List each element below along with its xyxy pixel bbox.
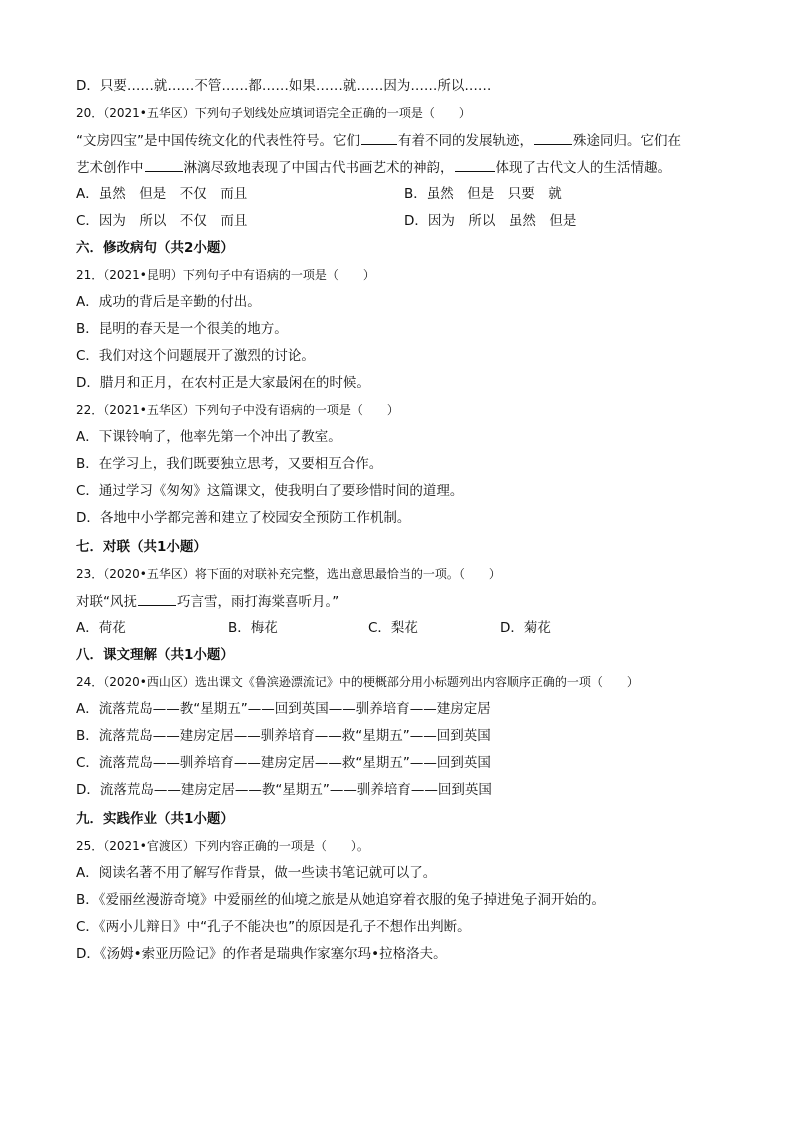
fill-blank[interactable] [455,157,495,172]
q23-option-c[interactable]: C．梨花 [368,620,418,636]
q24-option-d[interactable]: D．流落荒岛——建房定居——教“星期五”——驯养培育——回到英国 [76,782,492,798]
q23-text: 对联“风抚 [76,594,137,610]
q22-option-d[interactable]: D．各地中小学都完善和建立了校园安全预防工作机制。 [76,510,411,526]
q22-stem: 22．（2021•五华区）下列句子中没有语病的一项是（ ） [76,403,399,417]
q20-option-c[interactable]: C．因为 所以 不仅 而且 [76,213,248,229]
q20-text: 体现了古代文人的生活情趣。 [495,160,671,176]
q20-option-d[interactable]: D．因为 所以 虽然 但是 [404,213,577,229]
q22-option-c[interactable]: C．通过学习《匆匆》这篇课文，使我明白了要珍惜时间的道理。 [76,483,464,499]
q23-option-b[interactable]: B．梅花 [228,620,278,636]
q21-option-b[interactable]: B．昆明的春天是一个很美的地方。 [76,321,288,337]
q23-text: 巧言雪，雨打海棠喜听月。” [177,594,340,610]
q20-text: “文房四宝”是中国传统文化的代表性符号。它们 [76,133,360,149]
q20-text: 有着不同的发展轨迹， [398,133,533,149]
q22-option-b[interactable]: B．在学习上，我们既要独立思考，又要相互合作。 [76,456,383,472]
q20-stem: 20．（2021•五华区）下列句子划线处应填词语完全正确的一项是（ ） [76,106,471,120]
fill-blank[interactable] [361,130,397,145]
q20-option-b[interactable]: B．虽然 但是 只要 就 [404,186,562,202]
q25-stem: 25．（2021•官渡区）下列内容正确的一项是（ ）。 [76,839,369,853]
q20-text: 殊途同归。它们在 [573,133,681,149]
q24-option-c[interactable]: C．流落荒岛——驯养培育——建房定居——救“星期五”——回到英国 [76,755,491,771]
q22-option-a[interactable]: A．下课铃响了，他率先第一个冲出了教室。 [76,429,342,445]
q24-option-a[interactable]: A．流落荒岛——教“星期五”——回到英国——驯养培育——建房定居 [76,701,491,717]
section-heading-6: 六．修改病句（共2小题） [76,240,234,256]
fill-blank[interactable] [138,591,176,606]
q20-text: 淋漓尽致地表现了中国古代书画艺术的神韵， [183,160,454,176]
q25-option-c[interactable]: C．《两小儿辩日》中“孔子不能决也”的原因是孔子不想作出判断。 [76,919,471,935]
section-heading-7: 七．对联（共1小题） [76,539,207,555]
section-heading-9: 九．实践作业（共1小题） [76,811,234,827]
fill-blank[interactable] [534,130,572,145]
q20-passage-line2 [76,157,671,178]
q23-couplet [76,591,339,612]
q21-stem: 21．（2021•昆明）下列句子中有语病的一项是（ ） [76,268,375,282]
q24-option-b[interactable]: B．流落荒岛——建房定居——驯养培育——救“星期五”——回到英国 [76,728,491,744]
q25-option-a[interactable]: A．阅读名著不用了解写作背景，做一些读书笔记就可以了。 [76,865,437,881]
q25-option-b[interactable]: B．《爱丽丝漫游奇境》中爱丽丝的仙境之旅是从她追穿着衣服的兔子掉进兔子洞开始的。 [76,892,606,908]
q20-text: 艺术创作中 [76,160,144,176]
fill-blank[interactable] [145,157,183,172]
q21-option-a[interactable]: A．成功的背后是辛勤的付出。 [76,294,261,310]
q19-option-d[interactable]: D．只要……就……不管……都……如果……就……因为……所以…… [76,78,492,94]
q20-option-a[interactable]: A．虽然 但是 不仅 而且 [76,186,248,202]
q23-option-a[interactable]: A．荷花 [76,620,126,636]
q20-passage-line1 [76,130,681,151]
q25-option-d[interactable]: D．《汤姆•索亚历险记》的作者是瑞典作家塞尔玛•拉格洛夫。 [76,946,447,962]
q24-stem: 24．（2020•西山区）选出课文《鲁滨逊漂流记》中的梗概部分用小标题列出内容顺序正确的一项（ ） [76,675,639,689]
q23-option-d[interactable]: D．菊花 [500,620,551,636]
q21-option-d[interactable]: D．腊月和正月，在农村正是大家最闲在的时候。 [76,375,370,391]
q21-option-c[interactable]: C．我们对这个问题展开了激烈的讨论。 [76,348,315,364]
q23-stem: 23．（2020•五华区）将下面的对联补充完整，选出意思最恰当的一项。（ ） [76,567,501,581]
section-heading-8: 八．课文理解（共1小题） [76,647,234,663]
